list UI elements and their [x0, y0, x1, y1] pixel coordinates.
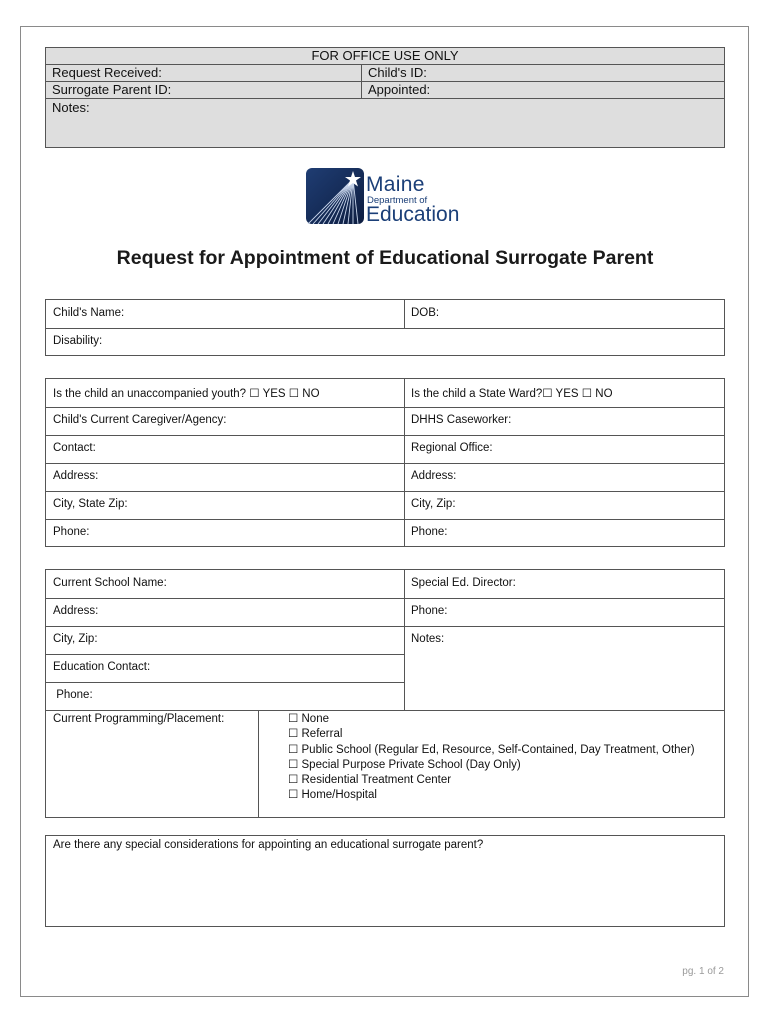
dhhs-address-field[interactable]: Address:	[411, 470, 457, 482]
director-phone-field[interactable]: Phone:	[411, 605, 448, 617]
school-city-field[interactable]: City, Zip:	[53, 633, 98, 645]
placement-options	[288, 712, 708, 804]
placement-option-public-school[interactable]: ☐ Public School (Regular Ed, Resource, Self-Contained, Day Treatment, Other)	[288, 743, 695, 756]
office-row-1	[46, 65, 724, 82]
dob-field[interactable]: DOB:	[411, 307, 440, 319]
caregiver-phone-field[interactable]: Phone:	[53, 526, 90, 538]
office-use-box	[45, 47, 725, 148]
childs-id-field[interactable]: Child's ID:	[368, 65, 427, 80]
dhhs-phone-field[interactable]: Phone:	[411, 526, 448, 538]
considerations-box[interactable]	[45, 835, 725, 927]
office-notes-field[interactable]: Notes:	[52, 100, 90, 115]
surrogate-parent-id-field[interactable]: Surrogate Parent ID:	[46, 82, 362, 98]
logo-text-department: Department of	[367, 195, 428, 206]
considerations-question: Are there any special considerations for appointing an educational surrogate parent?	[53, 839, 484, 851]
caregiver-field[interactable]: Child's Current Caregiver/Agency:	[53, 414, 227, 426]
caregiver-address-field[interactable]: Address:	[53, 470, 99, 482]
appointed-field[interactable]: Appointed:	[368, 82, 431, 97]
maine-doe-logo	[306, 166, 476, 226]
placement-option-private-school[interactable]: ☐ Special Purpose Private School (Day Only)	[288, 758, 521, 771]
special-ed-director-field[interactable]: Special Ed. Director:	[411, 577, 516, 589]
caregiver-city-field[interactable]: City, State Zip:	[53, 498, 128, 510]
child-info-table	[45, 299, 725, 356]
placement-option-referral[interactable]: ☐ Referral	[288, 728, 343, 741]
state-ward-checkbox-group[interactable]: Is the child a State Ward?☐ YES ☐ NO	[411, 388, 613, 400]
education-contact-phone-field[interactable]: Phone:	[53, 689, 93, 701]
logo-text-education: Education	[366, 203, 460, 226]
logo-text-maine: Maine	[366, 173, 425, 196]
placement-option-home-hospital[interactable]: ☐ Home/Hospital	[288, 789, 377, 802]
request-received-field[interactable]: Request Received:	[46, 65, 362, 81]
placement-option-residential[interactable]: ☐ Residential Treatment Center	[288, 774, 452, 787]
maine-doe-logo-icon	[306, 168, 364, 224]
placement-option-none[interactable]: ☐ None	[288, 713, 329, 725]
page-number: pg. 1 of 2	[682, 966, 724, 977]
form-title: Request for Appointment of Educational Surrogate Parent	[116, 247, 654, 269]
school-name-field[interactable]: Current School Name:	[53, 577, 167, 589]
programming-placement-label: Current Programming/Placement:	[53, 713, 225, 725]
col-divider	[258, 710, 259, 817]
childs-name-field[interactable]: Child's Name:	[53, 307, 125, 319]
office-header: FOR OFFICE USE ONLY	[46, 48, 724, 65]
disability-field[interactable]: Disability:	[53, 335, 103, 347]
office-row-2	[46, 82, 724, 99]
education-contact-field[interactable]: Education Contact:	[53, 661, 151, 673]
regional-office-field[interactable]: Regional Office:	[411, 442, 493, 454]
guardian-info-table	[45, 378, 725, 547]
school-address-field[interactable]: Address:	[53, 605, 99, 617]
school-notes-field[interactable]: Notes:	[411, 633, 445, 645]
dhhs-city-field[interactable]: City, Zip:	[411, 498, 456, 510]
unaccompanied-youth-checkbox-group[interactable]: Is the child an unaccompanied youth? ☐ YES ☐ NO	[53, 388, 320, 400]
contact-field[interactable]: Contact:	[53, 442, 96, 454]
dhhs-caseworker-field[interactable]: DHHS Caseworker:	[411, 414, 512, 426]
